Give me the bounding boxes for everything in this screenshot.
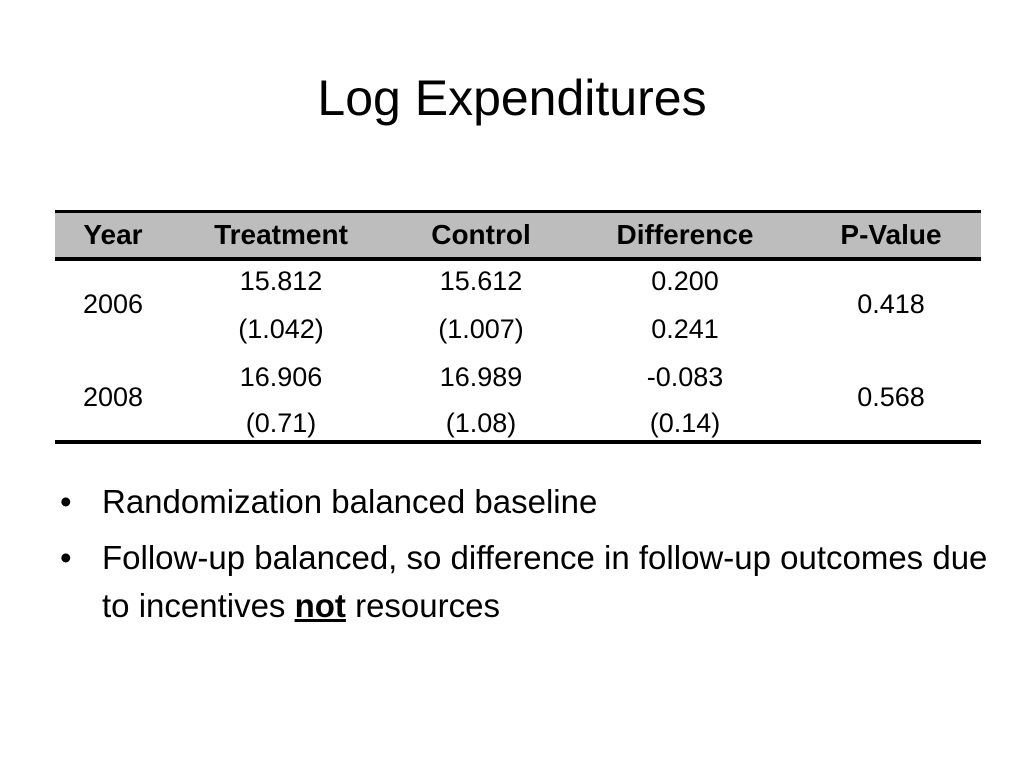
- bullet-text: [102, 539, 987, 624]
- bullet-text: Randomization balanced baseline: [102, 483, 598, 520]
- row-2008-control-mean: 16.989: [439, 362, 523, 392]
- bullet-dot-icon: •: [60, 483, 72, 520]
- bullet-item: [58, 534, 998, 630]
- row-2008-year: 2008: [82, 382, 144, 412]
- slide-title: Log Expenditures: [317, 70, 707, 126]
- row-2008-treatment-mean: 16.906: [239, 362, 323, 392]
- bullet-text-start: Follow-up balanced, so difference in follow-up outcomes due to incentives: [102, 539, 988, 624]
- bullet-emphasis: not: [294, 587, 346, 624]
- row-2006-difference: 0.200: [651, 266, 719, 296]
- bullet-item: [58, 478, 998, 526]
- header-control: Control: [431, 219, 531, 250]
- row-2006-control-mean: 15.612: [439, 266, 523, 296]
- row-2006-treatment-mean: 15.812: [239, 266, 323, 296]
- bullet-list: [58, 478, 998, 638]
- row-2006-treatment-se: (1.042): [238, 314, 324, 344]
- header-pvalue: P-Value: [840, 219, 942, 250]
- row-2008-difference-se: (0.14): [649, 408, 721, 438]
- table-bottom-rule: [55, 440, 981, 444]
- header-year: Year: [83, 219, 143, 250]
- bullet-dot-icon: •: [60, 539, 72, 576]
- row-2006-pvalue: 0.418: [857, 289, 925, 319]
- bullet-text-end: resources: [345, 587, 500, 624]
- row-2008-treatment-se: (0.71): [245, 408, 317, 438]
- row-2008-pvalue: 0.568: [857, 382, 925, 412]
- row-2008-difference: -0.083: [646, 362, 724, 392]
- row-2006-control-se: (1.007): [438, 314, 524, 344]
- header-difference: Difference: [616, 219, 754, 250]
- table-header-rule: [55, 257, 981, 261]
- results-table: [55, 210, 981, 444]
- header-treatment: Treatment: [214, 219, 348, 250]
- row-2008-control-se: (1.08): [445, 408, 517, 438]
- row-2006-year: 2006: [82, 289, 144, 319]
- row-2006-difference-se: 0.241: [651, 314, 719, 344]
